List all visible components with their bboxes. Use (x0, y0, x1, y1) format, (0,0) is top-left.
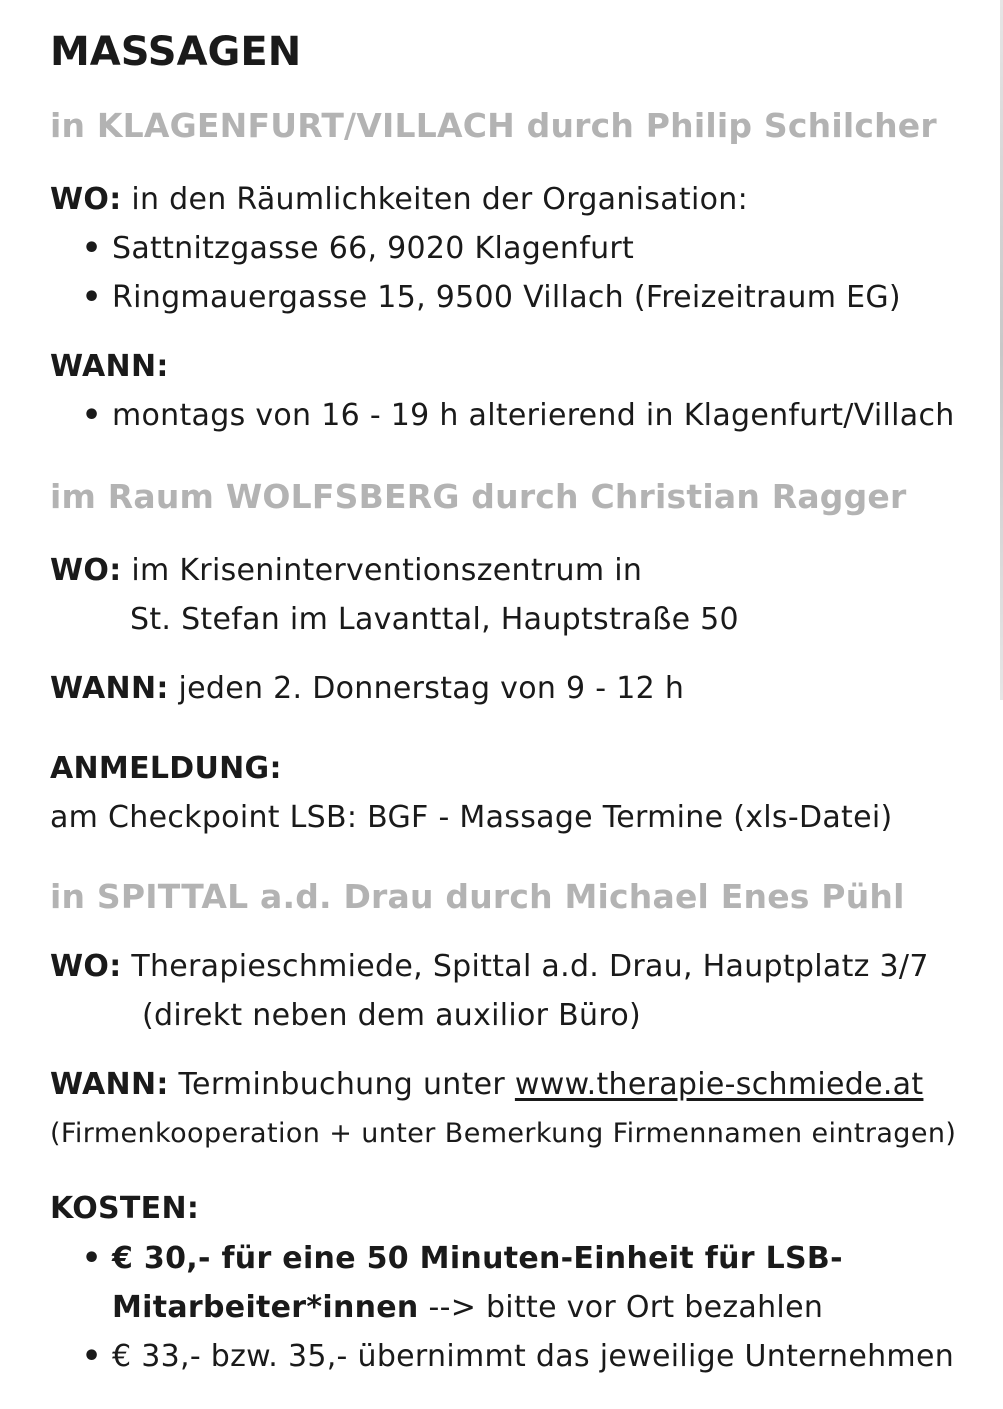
wo-label: WO: (50, 553, 122, 588)
anmeldung-text: am Checkpoint LSB: BGF - Massage Termine (xls-Datei) (50, 800, 893, 835)
kosten-item-1-continued (112, 1290, 823, 1326)
section-heading-wolfsberg: im Raum WOLFSBERG durch Christian Ragger (50, 477, 907, 516)
wann-text: jeden 2. Donnerstag von 9 - 12 h (178, 671, 685, 706)
wo-text-continued: (direkt neben dem auxilior Büro) (142, 998, 641, 1033)
wo-label: WO: (50, 949, 122, 984)
wo-text: Therapieschmiede, Spittal a.d. Drau, Hauptplatz 3/7 (131, 949, 929, 984)
wo-label: WO: (50, 182, 122, 217)
wann-line-wolfsberg (50, 671, 684, 707)
wann-note: (Firmenkooperation + unter Bemerkung Firmennamen eintragen) (50, 1118, 957, 1149)
bullet-icon: • (82, 1339, 102, 1374)
wo-line-spittal (50, 949, 929, 985)
bullet-icon: • (82, 280, 102, 315)
wo-text: in den Räumlichkeiten der Organisation: (131, 182, 748, 217)
list-item (82, 231, 634, 267)
kosten-label: KOSTEN: (50, 1191, 200, 1226)
bullet-icon: • (82, 398, 102, 433)
kosten-item-1-bold: € 30,- für eine 50 Minuten-Einheit für LSB- (112, 1241, 843, 1276)
section-heading-spittal: in SPITTAL a.d. Drau durch Michael Enes Pühl (50, 877, 905, 916)
wann-label: WANN: (50, 349, 169, 384)
list-item (82, 1241, 843, 1277)
list-item (82, 1339, 954, 1375)
wo-text-continued: St. Stefan im Lavanttal, Hauptstraße 50 (130, 602, 739, 637)
section-heading-klagenfurt: in KLAGENFURT/VILLACH durch Philip Schilcher (50, 106, 937, 145)
wann-text: Terminbuchung unter (178, 1067, 506, 1102)
schedule-klagenfurt: montags von 16 - 19 h alterierend in Klagenfurt/Villach (112, 398, 955, 433)
kosten-item-1-bold-2: Mitarbeiter*innen (112, 1290, 419, 1325)
wann-line-spittal (50, 1067, 923, 1103)
kosten-item-2: € 33,- bzw. 35,- übernimmt das jeweilige Unternehmen (112, 1339, 955, 1374)
wo-text: im Kriseninterventionszentrum in (131, 553, 643, 588)
therapie-schmiede-link[interactable]: www.therapie-schmiede.at (514, 1067, 924, 1102)
wo-line-wolfsberg (50, 553, 642, 589)
page-title: MASSAGEN (50, 29, 302, 75)
wann-label: WANN: (50, 1067, 169, 1102)
kosten-item-1-rest: --> bitte vor Ort bezahlen (418, 1290, 824, 1325)
list-item (82, 398, 955, 434)
address-klagenfurt: Sattnitzgasse 66, 9020 Klagenfurt (112, 231, 635, 266)
list-item (82, 280, 901, 316)
bullet-icon: • (82, 231, 102, 266)
wo-line-klagenfurt (50, 182, 748, 218)
wann-label: WANN: (50, 671, 169, 706)
address-villach: Ringmauergasse 15, 9500 Villach (Freizeitraum EG) (112, 280, 901, 315)
bullet-icon: • (82, 1241, 102, 1276)
anmeldung-label: ANMELDUNG: (50, 751, 282, 786)
